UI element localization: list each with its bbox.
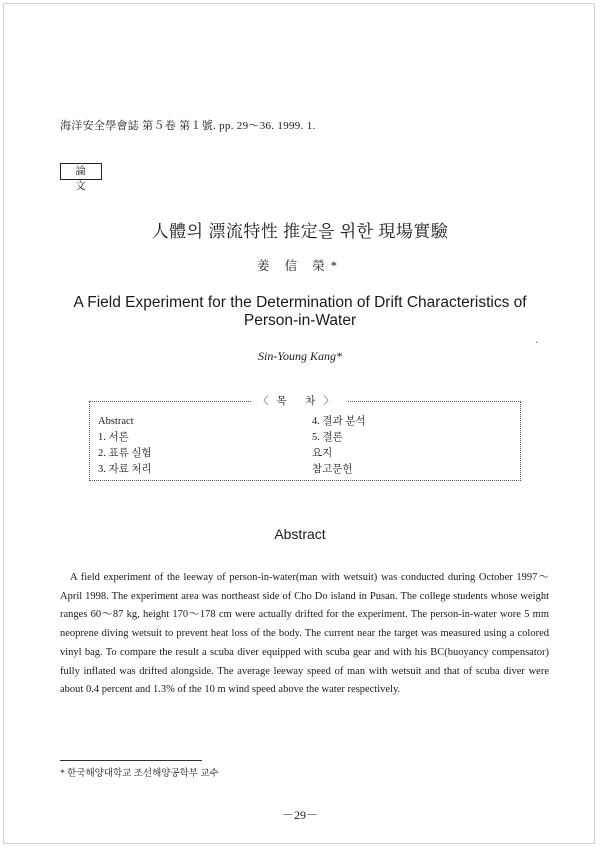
author-affiliation-footnote: * 한국해양대학교 조선해양공학부 교수 xyxy=(60,769,219,779)
toc-item: 요지 xyxy=(312,448,333,459)
footnote-divider xyxy=(60,760,202,761)
toc-item: 5. 결론 xyxy=(312,432,343,443)
toc-heading-text: 〈목 차〉 xyxy=(252,396,348,407)
toc-item: 2. 표류 실험 xyxy=(98,448,152,459)
toc-left-column xyxy=(98,414,152,478)
abstract-body: A field experiment of the leeway of person-in-water(man with wetsuit) was conducted during October 1997～April 1998. The experiment area was northeast side of Cho Do island in Pusan. The college students whose weight ranges 60～87 kg, height 170～178 cm were actually drifted for the experiment. The person-in-water wore 5 mm neoprene diving wetsuit to prevent heat loss of the body. The current near the target was measured using a colored vinyl bag. To compare the result a scuba diver equipped with scuba gear and with his BC(buoyancy compensator) fully inflated was drifted alongside. The average leeway speed of man with wetsuit and that of scuba diver were about 0.4 percent and 1.3% of the 10 m wind speed above the water respectively. xyxy=(60,572,549,696)
title-korean: 人體의 漂流特性 推定을 위한 現場實驗 xyxy=(151,222,449,241)
stray-mark: · xyxy=(535,338,539,349)
journal-reference: 海洋安全學會誌 第５卷 第１號. pp. 29～36. 1999. 1. xyxy=(60,120,316,132)
toc-right-column xyxy=(312,414,366,478)
table-of-contents-box xyxy=(89,401,521,481)
article-category-label: 論 文 xyxy=(60,163,102,180)
toc-item: 3. 자료 처리 xyxy=(98,464,152,475)
toc-item: 1. 서론 xyxy=(98,432,129,443)
toc-item: 4. 결과 분석 xyxy=(312,416,366,427)
toc-item: Abstract xyxy=(98,416,134,427)
author-korean: 姜 信 榮* xyxy=(256,259,343,273)
abstract-heading: Abstract xyxy=(274,526,326,542)
title-english: A Field Experiment for the Determination of Drift Characteristics of Person-in-Water xyxy=(73,294,527,329)
author-english: Sin-Young Kang* xyxy=(258,349,342,363)
page-number: －29－ xyxy=(281,808,318,822)
toc-item: 참고문헌 xyxy=(312,464,353,475)
toc-heading xyxy=(0,393,600,408)
